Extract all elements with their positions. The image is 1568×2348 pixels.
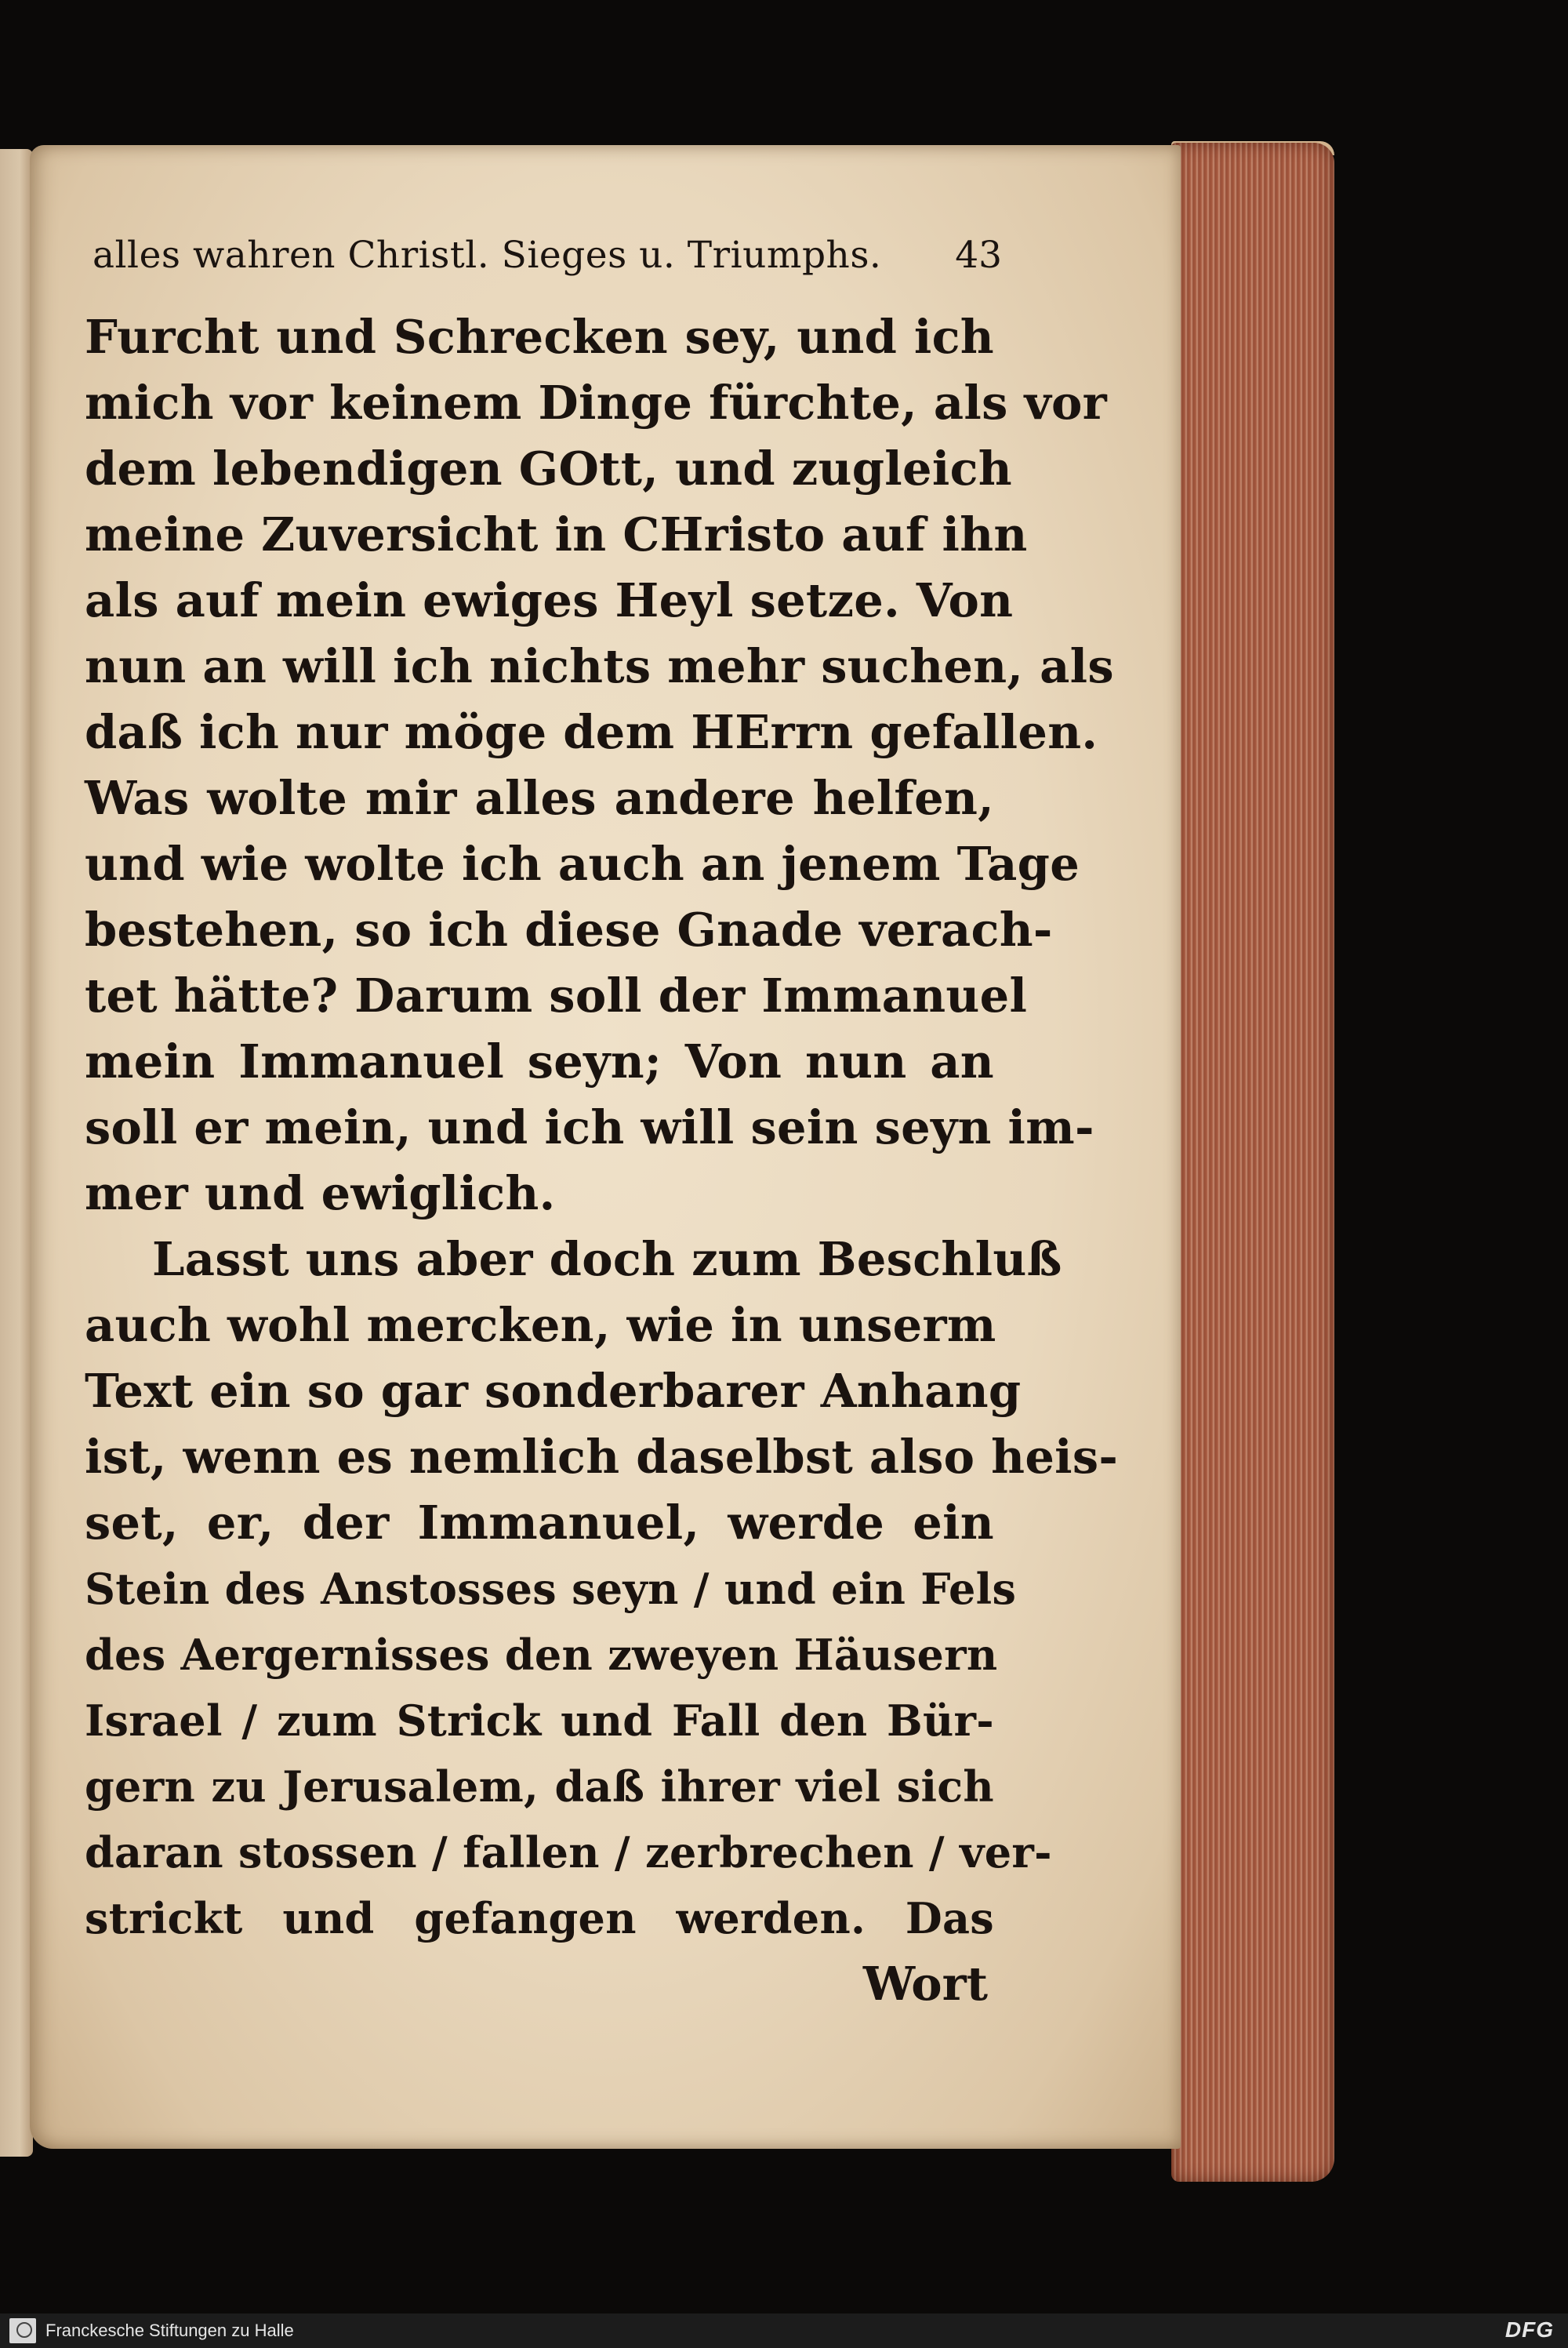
text-line: strickt und gefangen werden. Das: [85, 1893, 994, 1943]
text-line: nun an will ich nichts mehr suchen, als: [85, 639, 1114, 693]
text-line: als auf mein ewiges Heyl setze. Von: [85, 573, 1014, 627]
text-line: set, er, der Immanuel, werde ein: [85, 1496, 994, 1550]
institution-logo-icon: [9, 2318, 36, 2343]
text-line: mein Immanuel seyn; Von nun an: [85, 1034, 994, 1089]
text-line: bestehen, so ich diese Gnade verach-: [85, 903, 1053, 957]
text-line: ist, wenn es nemlich daselbst also heis-: [85, 1430, 1119, 1484]
text-line: Was wolte mir alles andere helfen,: [85, 771, 994, 825]
paragraph-start-line: Lasst uns aber doch zum Beschluß: [152, 1232, 1062, 1286]
text-line: mer und ewiglich.: [85, 1166, 556, 1220]
institution-name: Franckesche Stiftungen zu Halle: [45, 2321, 294, 2340]
text-line: tet hätte? Darum soll der Immanuel: [85, 969, 1028, 1023]
text-line: meine Zuversicht in CHristo auf ihn: [85, 507, 1028, 562]
text-line: dem lebendigen GOtt, und zugleich: [85, 442, 1012, 496]
text-line: daß ich nur möge dem HErrn gefallen.: [85, 705, 1098, 759]
text-line: Text ein so gar sonderbarer Anhang: [85, 1364, 1022, 1418]
book-fore-edge: [1171, 143, 1334, 2182]
text-line: Furcht und Schrecken sey, und ich: [85, 310, 994, 364]
text-line: und wie wolte ich auch an jenem Tage: [85, 837, 1080, 891]
text-line: Stein des Anstosses seyn / und ein Fels: [85, 1564, 1017, 1614]
catchword: Wort: [862, 1957, 988, 2011]
text-line: des Aergernisses den zweyen Häusern: [85, 1630, 998, 1680]
text-line: gern zu Jerusalem, daß ihrer viel sich: [85, 1761, 994, 1812]
viewer-footer: [0, 2313, 1568, 2348]
text-line: mich vor keinem Dinge fürchte, als vor: [85, 376, 1108, 430]
dfg-logo: DFG: [1504, 2317, 1554, 2342]
text-line: daran stossen / fallen / zerbrechen / ver-: [85, 1827, 1052, 1877]
text-line: soll er mein, und ich will sein seyn im-: [85, 1100, 1094, 1154]
page-header: [93, 234, 1002, 281]
running-title: alles wahren Christl. Sieges u. Triumphs.: [93, 234, 882, 277]
page-number: 43: [955, 234, 1002, 277]
text-line: auch wohl mercken, wie in unserm: [85, 1298, 996, 1352]
previous-page-edge: [0, 149, 33, 2157]
body-text: [85, 304, 1119, 2017]
text-line: Israel / zum Strick und Fall den Bür-: [85, 1696, 994, 1746]
